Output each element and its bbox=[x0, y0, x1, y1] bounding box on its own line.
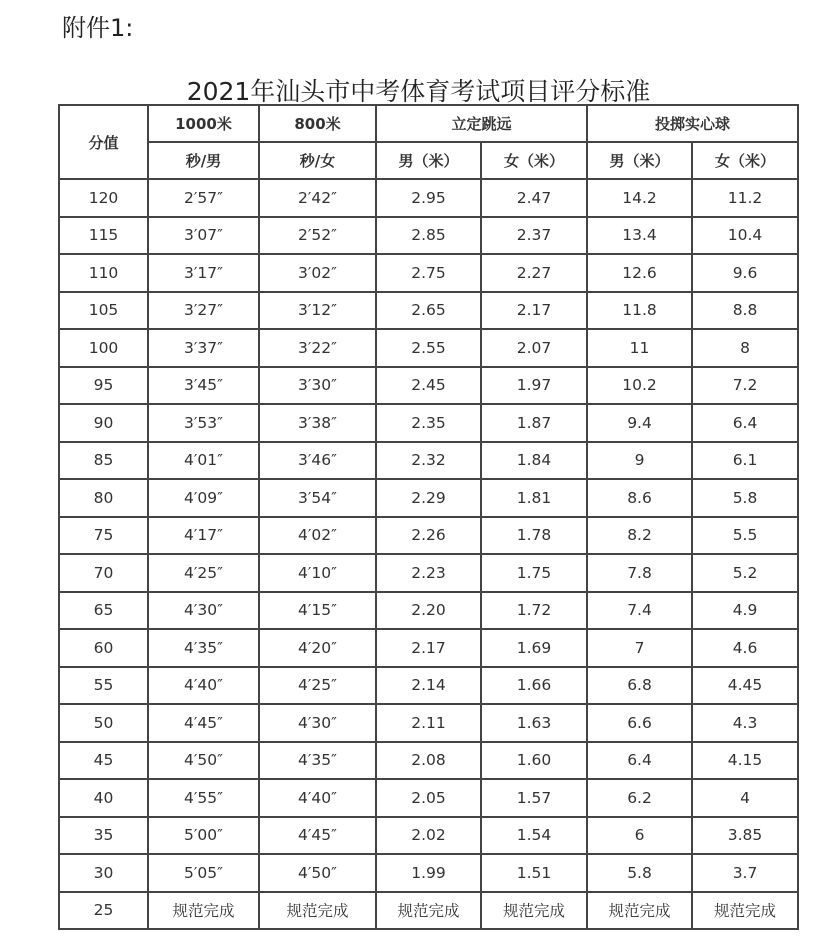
cell-jump-female: 2.17 bbox=[481, 292, 587, 330]
cell-jump-female: 1.63 bbox=[481, 704, 587, 742]
cell-run-1000m: 4′30″ bbox=[148, 592, 259, 630]
cell-ball-male: 14.2 bbox=[587, 179, 692, 217]
cell-run-800m: 4′30″ bbox=[259, 704, 376, 742]
scoring-table bbox=[58, 104, 799, 930]
cell-run-1000m: 3′07″ bbox=[148, 217, 259, 255]
cell-ball-female: 4.6 bbox=[692, 629, 798, 667]
cell-run-1000m: 4′45″ bbox=[148, 704, 259, 742]
cell-jump-female: 1.78 bbox=[481, 517, 587, 555]
cell-score: 105 bbox=[59, 292, 148, 330]
header-800m: 800米 bbox=[259, 105, 376, 142]
cell-ball-male: 7.4 bbox=[587, 592, 692, 630]
cell-jump-male: 2.14 bbox=[376, 667, 481, 705]
cell-run-1000m: 2′57″ bbox=[148, 179, 259, 217]
table-row bbox=[59, 179, 798, 217]
cell-ball-male: 6.8 bbox=[587, 667, 692, 705]
cell-run-1000m: 5′05″ bbox=[148, 854, 259, 892]
cell-score: 25 bbox=[59, 892, 148, 930]
cell-jump-female: 1.81 bbox=[481, 479, 587, 517]
cell-run-1000m: 4′25″ bbox=[148, 554, 259, 592]
cell-ball-female: 11.2 bbox=[692, 179, 798, 217]
cell-jump-female: 1.57 bbox=[481, 779, 587, 817]
cell-run-800m: 2′42″ bbox=[259, 179, 376, 217]
cell-jump-male: 规范完成 bbox=[376, 892, 481, 930]
cell-jump-female: 1.72 bbox=[481, 592, 587, 630]
cell-score: 110 bbox=[59, 254, 148, 292]
cell-run-1000m: 3′53″ bbox=[148, 404, 259, 442]
cell-score: 90 bbox=[59, 404, 148, 442]
cell-jump-female: 1.87 bbox=[481, 404, 587, 442]
cell-ball-male: 11 bbox=[587, 329, 692, 367]
cell-run-800m: 4′02″ bbox=[259, 517, 376, 555]
table-row bbox=[59, 367, 798, 405]
cell-ball-female: 5.8 bbox=[692, 479, 798, 517]
cell-ball-male: 11.8 bbox=[587, 292, 692, 330]
header-jump-female: 女（米） bbox=[481, 142, 587, 179]
cell-score: 120 bbox=[59, 179, 148, 217]
cell-ball-male: 5.8 bbox=[587, 854, 692, 892]
cell-run-1000m: 4′09″ bbox=[148, 479, 259, 517]
cell-run-1000m: 4′17″ bbox=[148, 517, 259, 555]
cell-score: 65 bbox=[59, 592, 148, 630]
cell-jump-male: 2.20 bbox=[376, 592, 481, 630]
cell-ball-female: 4.9 bbox=[692, 592, 798, 630]
cell-jump-male: 2.85 bbox=[376, 217, 481, 255]
cell-run-1000m: 4′35″ bbox=[148, 629, 259, 667]
header-ball-female: 女（米） bbox=[692, 142, 798, 179]
cell-ball-female: 3.85 bbox=[692, 817, 798, 855]
cell-run-800m: 3′22″ bbox=[259, 329, 376, 367]
cell-jump-male: 2.75 bbox=[376, 254, 481, 292]
cell-ball-male: 9.4 bbox=[587, 404, 692, 442]
cell-run-1000m: 3′17″ bbox=[148, 254, 259, 292]
cell-ball-female: 8.8 bbox=[692, 292, 798, 330]
cell-run-800m: 4′10″ bbox=[259, 554, 376, 592]
table-row bbox=[59, 704, 798, 742]
cell-run-800m: 2′52″ bbox=[259, 217, 376, 255]
cell-ball-female: 3.7 bbox=[692, 854, 798, 892]
cell-ball-female: 4.3 bbox=[692, 704, 798, 742]
cell-jump-male: 2.23 bbox=[376, 554, 481, 592]
cell-score: 50 bbox=[59, 704, 148, 742]
cell-score: 60 bbox=[59, 629, 148, 667]
cell-score: 85 bbox=[59, 442, 148, 480]
cell-ball-male: 9 bbox=[587, 442, 692, 480]
cell-run-1000m: 5′00″ bbox=[148, 817, 259, 855]
cell-ball-male: 8.2 bbox=[587, 517, 692, 555]
cell-ball-male: 10.2 bbox=[587, 367, 692, 405]
cell-score: 80 bbox=[59, 479, 148, 517]
cell-jump-male: 2.02 bbox=[376, 817, 481, 855]
table-row bbox=[59, 892, 798, 930]
cell-run-800m: 4′25″ bbox=[259, 667, 376, 705]
cell-ball-female: 6.1 bbox=[692, 442, 798, 480]
cell-score: 45 bbox=[59, 742, 148, 780]
cell-run-800m: 4′20″ bbox=[259, 629, 376, 667]
cell-jump-male: 2.29 bbox=[376, 479, 481, 517]
cell-ball-male: 7.8 bbox=[587, 554, 692, 592]
cell-jump-female: 1.66 bbox=[481, 667, 587, 705]
cell-jump-male: 2.35 bbox=[376, 404, 481, 442]
table-row bbox=[59, 442, 798, 480]
cell-jump-male: 2.32 bbox=[376, 442, 481, 480]
cell-ball-male: 规范完成 bbox=[587, 892, 692, 930]
cell-ball-female: 规范完成 bbox=[692, 892, 798, 930]
header-800m-sub: 秒/女 bbox=[259, 142, 376, 179]
cell-jump-male: 2.05 bbox=[376, 779, 481, 817]
table-row bbox=[59, 742, 798, 780]
cell-run-1000m: 3′37″ bbox=[148, 329, 259, 367]
table-row bbox=[59, 517, 798, 555]
header-jump-male: 男（米） bbox=[376, 142, 481, 179]
table-row bbox=[59, 217, 798, 255]
cell-run-800m: 3′12″ bbox=[259, 292, 376, 330]
cell-ball-male: 7 bbox=[587, 629, 692, 667]
cell-ball-male: 6 bbox=[587, 817, 692, 855]
cell-ball-female: 8 bbox=[692, 329, 798, 367]
cell-score: 30 bbox=[59, 854, 148, 892]
cell-jump-male: 1.99 bbox=[376, 854, 481, 892]
cell-ball-female: 4.45 bbox=[692, 667, 798, 705]
table-row bbox=[59, 554, 798, 592]
cell-run-800m: 3′02″ bbox=[259, 254, 376, 292]
cell-ball-female: 6.4 bbox=[692, 404, 798, 442]
table-row bbox=[59, 592, 798, 630]
cell-score: 100 bbox=[59, 329, 148, 367]
cell-run-1000m: 3′45″ bbox=[148, 367, 259, 405]
table-row bbox=[59, 667, 798, 705]
header-ball-male: 男（米） bbox=[587, 142, 692, 179]
header-1000m: 1000米 bbox=[148, 105, 259, 142]
cell-run-800m: 规范完成 bbox=[259, 892, 376, 930]
cell-score: 70 bbox=[59, 554, 148, 592]
cell-run-800m: 3′54″ bbox=[259, 479, 376, 517]
cell-ball-male: 6.4 bbox=[587, 742, 692, 780]
cell-jump-female: 1.60 bbox=[481, 742, 587, 780]
cell-run-800m: 4′35″ bbox=[259, 742, 376, 780]
cell-jump-female: 1.75 bbox=[481, 554, 587, 592]
table-row bbox=[59, 292, 798, 330]
cell-ball-male: 6.6 bbox=[587, 704, 692, 742]
cell-ball-female: 9.6 bbox=[692, 254, 798, 292]
cell-run-1000m: 4′40″ bbox=[148, 667, 259, 705]
cell-run-800m: 3′30″ bbox=[259, 367, 376, 405]
cell-jump-female: 1.97 bbox=[481, 367, 587, 405]
cell-score: 35 bbox=[59, 817, 148, 855]
cell-run-1000m: 规范完成 bbox=[148, 892, 259, 930]
attachment-label: 附件1: bbox=[62, 14, 134, 42]
cell-jump-female: 1.69 bbox=[481, 629, 587, 667]
cell-jump-male: 2.11 bbox=[376, 704, 481, 742]
cell-jump-female: 规范完成 bbox=[481, 892, 587, 930]
document-title: 2021年汕头市中考体育考试项目评分标准 bbox=[186, 77, 651, 106]
cell-jump-male: 2.65 bbox=[376, 292, 481, 330]
header-1000m-sub: 秒/男 bbox=[148, 142, 259, 179]
cell-jump-male: 2.17 bbox=[376, 629, 481, 667]
cell-score: 95 bbox=[59, 367, 148, 405]
cell-score: 40 bbox=[59, 779, 148, 817]
cell-run-800m: 3′38″ bbox=[259, 404, 376, 442]
cell-ball-male: 13.4 bbox=[587, 217, 692, 255]
header-standing-jump: 立定跳远 bbox=[376, 105, 587, 142]
cell-ball-male: 8.6 bbox=[587, 479, 692, 517]
cell-ball-male: 12.6 bbox=[587, 254, 692, 292]
cell-jump-female: 2.37 bbox=[481, 217, 587, 255]
cell-run-800m: 4′50″ bbox=[259, 854, 376, 892]
cell-run-800m: 4′40″ bbox=[259, 779, 376, 817]
table-row bbox=[59, 854, 798, 892]
table-row bbox=[59, 404, 798, 442]
cell-jump-female: 2.27 bbox=[481, 254, 587, 292]
cell-ball-female: 10.4 bbox=[692, 217, 798, 255]
cell-run-1000m: 4′55″ bbox=[148, 779, 259, 817]
cell-ball-female: 4 bbox=[692, 779, 798, 817]
cell-jump-female: 1.54 bbox=[481, 817, 587, 855]
cell-run-1000m: 3′27″ bbox=[148, 292, 259, 330]
cell-ball-female: 5.2 bbox=[692, 554, 798, 592]
header-score: 分值 bbox=[59, 105, 148, 179]
table-row bbox=[59, 254, 798, 292]
cell-ball-female: 4.15 bbox=[692, 742, 798, 780]
cell-jump-male: 2.45 bbox=[376, 367, 481, 405]
table-row bbox=[59, 817, 798, 855]
cell-score: 115 bbox=[59, 217, 148, 255]
header-medicine-ball: 投掷实心球 bbox=[587, 105, 798, 142]
cell-jump-female: 1.84 bbox=[481, 442, 587, 480]
table-row bbox=[59, 479, 798, 517]
cell-jump-female: 1.51 bbox=[481, 854, 587, 892]
cell-jump-female: 2.07 bbox=[481, 329, 587, 367]
cell-jump-female: 2.47 bbox=[481, 179, 587, 217]
cell-ball-male: 6.2 bbox=[587, 779, 692, 817]
cell-run-800m: 4′45″ bbox=[259, 817, 376, 855]
cell-run-1000m: 4′50″ bbox=[148, 742, 259, 780]
cell-run-800m: 4′15″ bbox=[259, 592, 376, 630]
cell-ball-female: 7.2 bbox=[692, 367, 798, 405]
table-row bbox=[59, 779, 798, 817]
table-row bbox=[59, 629, 798, 667]
cell-jump-male: 2.08 bbox=[376, 742, 481, 780]
cell-score: 55 bbox=[59, 667, 148, 705]
cell-run-800m: 3′46″ bbox=[259, 442, 376, 480]
cell-jump-male: 2.26 bbox=[376, 517, 481, 555]
table-row bbox=[59, 329, 798, 367]
cell-score: 75 bbox=[59, 517, 148, 555]
cell-jump-male: 2.95 bbox=[376, 179, 481, 217]
cell-run-1000m: 4′01″ bbox=[148, 442, 259, 480]
cell-ball-female: 5.5 bbox=[692, 517, 798, 555]
cell-jump-male: 2.55 bbox=[376, 329, 481, 367]
